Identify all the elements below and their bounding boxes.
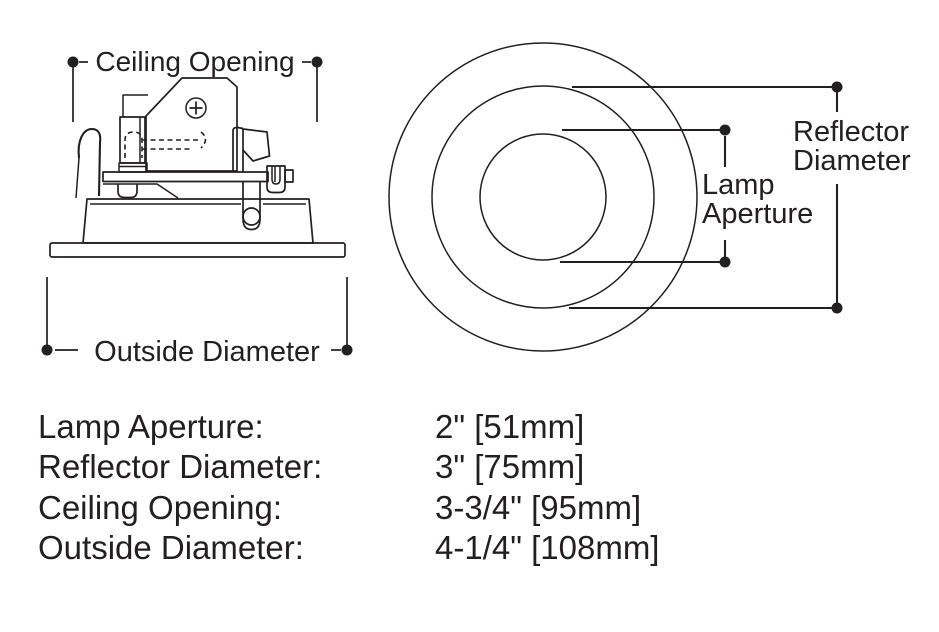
tab-hole (243, 208, 260, 225)
fixture-side-drawing (50, 78, 345, 257)
outside-diameter-label: Outside Diameter (94, 336, 320, 368)
spec-row-lamp-aperture (38, 407, 659, 447)
lamp-dashed-arc (201, 132, 206, 148)
screw-cross-icon (190, 102, 203, 115)
junction-plate (146, 78, 237, 171)
ceiling-opening-label: Ceiling Opening (95, 46, 295, 77)
top-view-group (389, 43, 911, 351)
lamp-aperture-label-line2: Aperture (702, 198, 814, 230)
back-plate-edge (123, 95, 148, 117)
spec-value: 3" [75mm] (435, 448, 585, 486)
bracket-flag (243, 129, 270, 161)
lamp-aperture-circle (480, 134, 606, 260)
mounting-bar-stub (285, 170, 293, 182)
spec-row-reflector-diameter (38, 447, 659, 487)
reflector-diameter-label-line1: Reflector (793, 116, 910, 148)
fixture-body (83, 199, 313, 243)
trim-ring (50, 243, 345, 257)
spec-row-ceiling-opening (38, 488, 659, 528)
torsion-spring-leg (76, 158, 79, 198)
spec-value: 3-3/4" [95mm] (435, 488, 642, 526)
spec-value: 2" [51mm] (435, 408, 585, 445)
reflector-diameter-label-line2: Diameter (793, 145, 911, 177)
lamp-aperture-label-line1: Lamp (702, 169, 775, 201)
torsion-spring-hook (79, 129, 101, 196)
outside-diameter-circle (389, 43, 697, 351)
spec-row-outside-diameter (38, 528, 659, 568)
mounting-bar (103, 172, 268, 182)
mounting-bar-plate (103, 184, 178, 198)
dimension-dot (42, 345, 53, 356)
ceiling-opening-dimension (68, 46, 323, 122)
outside-diameter-dimension (42, 277, 353, 368)
spec-label: Ceiling Opening: (38, 488, 282, 526)
dimension-dot (342, 345, 353, 356)
bracket-arm (233, 127, 243, 172)
spec-value: 4-1/4" [108mm] (435, 528, 660, 566)
socket-collar (119, 163, 147, 172)
dimension-dot (720, 125, 731, 136)
spec-table (38, 407, 659, 568)
clamp-slot (272, 166, 280, 184)
lamp-aperture-dimension (560, 125, 813, 268)
spec-label: Reflector Diameter: (38, 448, 323, 486)
dimension-dot (832, 82, 843, 93)
reflector-circle (432, 86, 654, 308)
spec-label: Outside Diameter: (38, 528, 304, 566)
side-view-group (42, 46, 353, 368)
spec-label: Lamp Aperture: (38, 408, 264, 445)
support-foot (118, 184, 137, 198)
clamp-block (267, 166, 285, 193)
